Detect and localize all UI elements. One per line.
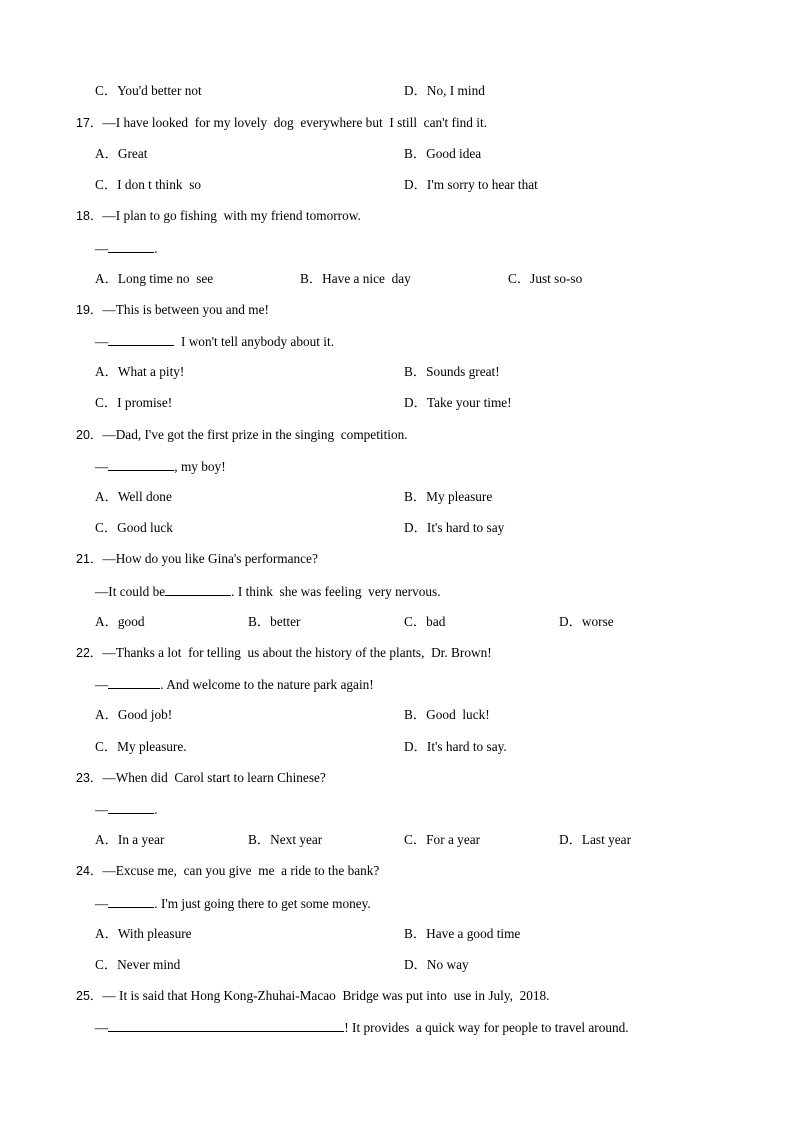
q24-option-a: A．With pleasure [95, 926, 192, 941]
q23-option-a: A．In a year [95, 832, 165, 847]
q24-option-b: B．Have a good time [404, 926, 521, 941]
q23-option-c: C．For a year [404, 832, 481, 847]
question-number: 18． [76, 209, 103, 223]
question-text: —This is between you and me! [102, 302, 269, 317]
answer-suffix: I won't tell anybody about it. [174, 334, 335, 349]
q25-answer-line [95, 1019, 629, 1036]
q21-option-a: A．good [95, 614, 145, 629]
q20-option-d: D．It's hard to say [404, 520, 505, 535]
question-23 [76, 770, 326, 786]
answer-blank[interactable] [108, 458, 174, 471]
question-number: 22． [76, 646, 103, 660]
answer-blank[interactable] [108, 1019, 344, 1032]
answer-prefix: — [95, 459, 109, 474]
q19-option-a: A．What a pity! [95, 364, 185, 379]
q23-option-b: B．Next year [248, 832, 323, 847]
q21-option-b: B．better [248, 614, 301, 629]
question-number: 20． [76, 428, 103, 442]
answer-blank[interactable] [108, 676, 160, 689]
question-17 [76, 115, 487, 131]
q22-option-a: A．Good job! [95, 707, 173, 722]
q24-answer-line [95, 895, 371, 912]
question-20 [76, 427, 408, 443]
question-text: —Thanks a lot for telling us about the history of the plants, Dr. Brown! [102, 645, 492, 660]
answer-prefix: — [95, 677, 109, 692]
q21-answer-line [95, 583, 441, 600]
answer-suffix: . [154, 241, 158, 256]
question-text: —Excuse me, can you give me a ride to the bank? [102, 863, 380, 878]
q24-option-d: D．No way [404, 957, 469, 972]
q24-option-c: C．Never mind [95, 957, 181, 972]
q20-option-b: B．My pleasure [404, 489, 493, 504]
answer-suffix: . And welcome to the nature park again! [160, 677, 374, 692]
q19-option-b: B．Sounds great! [404, 364, 500, 379]
question-text: —Dad, I've got the first prize in the singing competition. [102, 427, 408, 442]
q23-answer-line [95, 801, 158, 818]
question-25 [76, 988, 550, 1004]
q16-option-c: C．You'd better not [95, 83, 202, 98]
question-number: 21． [76, 552, 103, 566]
q18-option-b: B．Have a nice day [300, 271, 411, 286]
question-number: 24． [76, 864, 103, 878]
q17-option-d: D．I'm sorry to hear that [404, 177, 538, 192]
answer-prefix: — [95, 1020, 109, 1035]
answer-prefix: — [95, 241, 109, 256]
answer-blank[interactable] [108, 333, 174, 346]
question-number: 17． [76, 116, 103, 130]
question-number: 25． [76, 989, 103, 1003]
question-number: 23． [76, 771, 103, 785]
answer-suffix: . [154, 802, 158, 817]
q22-option-d: D．It's hard to say. [404, 739, 507, 754]
q18-answer-line [95, 240, 158, 257]
q23-option-d: D．Last year [559, 832, 631, 847]
q17-option-a: A．Great [95, 146, 148, 161]
question-text: —I plan to go fishing with my friend tomorrow. [102, 208, 361, 223]
q19-answer-line [95, 333, 334, 350]
question-text: — It is said that Hong Kong-Zhuhai-Macao Bridge was put into use in July, 2018. [102, 988, 550, 1003]
q22-option-c: C．My pleasure. [95, 739, 187, 754]
answer-prefix: — [95, 802, 109, 817]
answer-blank[interactable] [108, 801, 154, 814]
answer-blank[interactable] [108, 895, 154, 908]
q18-option-a: A．Long time no see [95, 271, 214, 286]
question-text: —How do you like Gina's performance? [102, 551, 318, 566]
answer-prefix: — [95, 896, 109, 911]
answer-suffix: ! It provides a quick way for people to travel around. [344, 1020, 629, 1035]
q22-option-b: B．Good luck! [404, 707, 490, 722]
question-24 [76, 863, 379, 879]
answer-blank[interactable] [108, 240, 154, 253]
q21-option-c: C．bad [404, 614, 446, 629]
question-18 [76, 208, 361, 224]
q20-option-c: C．Good luck [95, 520, 173, 535]
q19-option-c: C．I promise! [95, 395, 173, 410]
q21-option-d: D．worse [559, 614, 614, 629]
q20-option-a: A．Well done [95, 489, 172, 504]
answer-suffix: , my boy! [174, 459, 226, 474]
question-text: —When did Carol start to learn Chinese? [102, 770, 326, 785]
answer-blank[interactable] [165, 583, 231, 596]
question-21 [76, 551, 318, 567]
question-19 [76, 302, 269, 318]
question-number: 19． [76, 303, 103, 317]
answer-suffix: . I'm just going there to get some money. [154, 896, 371, 911]
answer-prefix: — [95, 334, 109, 349]
q16-option-d: D．No, I mind [404, 83, 485, 98]
q18-option-c: C．Just so-so [508, 271, 583, 286]
answer-prefix: —It could be [95, 584, 166, 599]
q19-option-d: D．Take your time! [404, 395, 512, 410]
q17-option-c: C．I don t think so [95, 177, 202, 192]
question-22 [76, 645, 492, 661]
q22-answer-line [95, 676, 374, 693]
answer-suffix: . I think she was feeling very nervous. [231, 584, 441, 599]
question-text: —I have looked for my lovely dog everywhere but I still can't find it. [102, 115, 487, 130]
q17-option-b: B．Good idea [404, 146, 482, 161]
q20-answer-line [95, 458, 226, 475]
